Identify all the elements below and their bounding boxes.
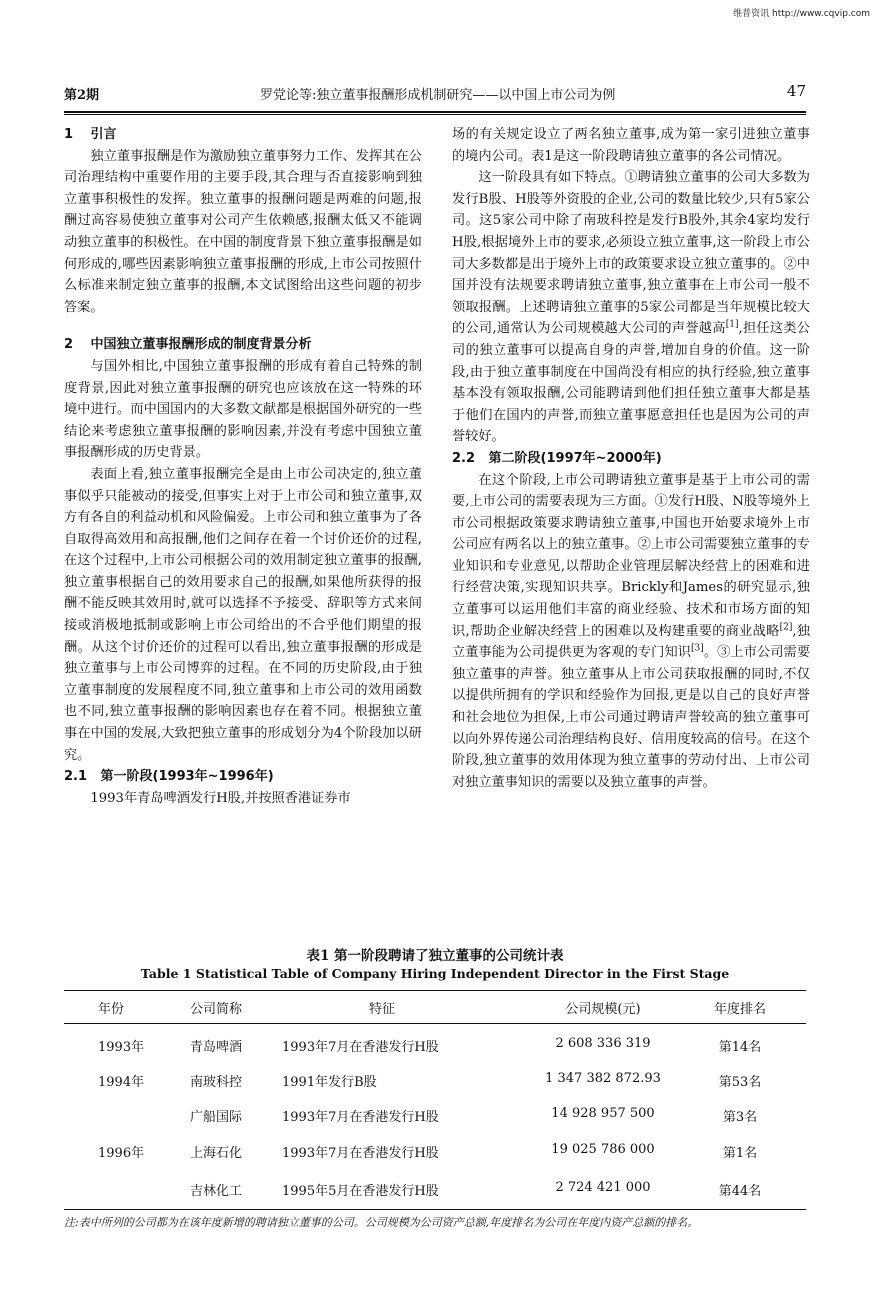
section-number: 1	[64, 127, 74, 142]
citation-ref: [3]	[691, 643, 704, 654]
section-2-2-heading	[452, 448, 810, 470]
right-column	[452, 124, 810, 793]
cell-rank: 第53名	[718, 1075, 762, 1090]
watermark: 维普资讯 http://www.cqvip.com	[733, 9, 870, 19]
cell-rank: 第44名	[718, 1184, 762, 1199]
paragraph: 场的有关规定设立了两名独立董事,成为第一家引进独立董事的境内公司。表1是这一阶段聘请独立董事的各公司情况。	[452, 127, 810, 164]
table-header-rank: 年度排名	[713, 1002, 766, 1017]
text-run: 在这个阶段,上市公司聘请独立董事是基于上市公司的需要,上市公司的需要表现为三方面。①发行H股、N股等境外上市公司根据政策要求聘请独立董事,中国也开始要求境外上市公司应有两名以上的独立董事。②上市公司需要独立董事的专业知识和专业意见,以帮助企业管理层解决经营上的困难和进行经营决策,实现知识共享。Brickly和James的研究显示,独立董事可以运用他们丰富的商业经验、技术和市场方面的知识,帮助企业解决经营上的困难以及构建重要的商业战略	[452, 472, 810, 639]
paragraph	[452, 167, 810, 448]
header-rule	[64, 111, 806, 115]
table-note: 注:表中所列的公司都为在该年度新增的聘请独立董事的公司。公司规模为公司资产总额,年度排名为公司在年度内资产总额的排名。	[64, 1216, 699, 1229]
cell-feature: 1993年7月在香港发行H股	[282, 1110, 439, 1125]
table-header-company: 公司简称	[190, 1002, 243, 1017]
cell-size: 2 608 336 319	[555, 1036, 651, 1051]
cell-size: 14 928 957 500	[551, 1106, 655, 1121]
paragraph	[452, 470, 810, 794]
cell-feature: 1995年5月在香港发行H股	[282, 1184, 439, 1199]
section-title: 第二阶段(1997年~2000年)	[488, 450, 662, 466]
table-header-rule	[64, 1023, 806, 1024]
text-run: ,担任这类公司的独立董事可以提高自身的声誉,增加自身的价值。这一阶段,由于独立董事制度在中国尚没有相应的执行经验,独立董事基本没有领取报酬,公司能聘请到他们担任独立董事大都是基于他们在国内的声誉,而独立董事愿意担任也是因为公司的声誉较好。	[452, 321, 810, 445]
table-caption-zh: 表1 第一阶段聘请了独立董事的公司统计表	[306, 948, 564, 964]
running-header	[64, 82, 806, 104]
paragraph: 表面上看,独立董事报酬完全是由上市公司决定的,独立董事似乎只能被动的接受,但事实上对于上市公司和独立董事,双方有各自的利益动机和风险偏爱。上市公司和独立董事为了各自取得高效用和高报酬,他们之间存在着一个讨价还价的过程,在这个过程中,上市公司根据公司的效用制定独立董事的报酬,独立董事根据自己的效用要求自己的报酬,如果他所获得的报酬不能反映其效用时,就可以选择不予接受、辞职等方式来间接或消极地抵制或影响上市公司给出的不合乎他们期望的报酬。从这个讨价还价的过程可以看出,独立董事报酬的形成是独立董事与上市公司博弈的过程。在不同的历史阶段,由于独立董事制度的发展程度不同,独立董事和上市公司的效用函数也不同,独立董事报酬的影响因素也存在着不同。根据独立董事在中国的发展,大致把独立董事的形成划分为4个阶段加以研究。	[64, 466, 422, 763]
section-number: 2	[64, 337, 74, 353]
table-header-size: 公司规模(元)	[565, 1002, 641, 1017]
table-bottom-rule	[64, 1209, 806, 1210]
cell-size: 1 347 382 872.93	[545, 1071, 661, 1086]
cell-year: 1996年	[98, 1146, 145, 1161]
cell-company: 青岛啤酒	[190, 1040, 243, 1055]
table-top-rule	[64, 990, 806, 991]
table-caption-en: Table 1 Statistical Table of Company Hiring Independent Director in the First Stage	[140, 966, 730, 981]
section-title: 第一阶段(1993年~1996年)	[100, 769, 274, 785]
section-2-1-heading	[64, 766, 422, 788]
cell-feature: 1991年发行B股	[282, 1075, 377, 1090]
cell-rank: 第14名	[718, 1040, 762, 1055]
table-header-year: 年份	[98, 1002, 125, 1017]
cell-year: 1993年	[98, 1040, 145, 1055]
cell-year: 1994年	[98, 1075, 145, 1090]
running-title: 罗党论等:独立董事报酬形成机制研究——以中国上市公司为例	[260, 88, 616, 103]
section-1-heading	[64, 124, 422, 146]
cell-feature: 1993年7月在香港发行H股	[282, 1146, 439, 1161]
table-header-feature: 特征	[368, 1002, 395, 1017]
citation-ref: [2]	[779, 622, 793, 633]
cell-company: 上海石化	[190, 1146, 243, 1161]
cell-company: 吉林化工	[190, 1184, 243, 1199]
cell-company: 南玻科控	[190, 1075, 243, 1090]
paragraph: 1993年青岛啤酒发行H股,并按照香港证券市	[90, 790, 351, 806]
cell-feature: 1993年7月在香港发行H股	[282, 1040, 439, 1055]
paragraph: 与国外相比,中国独立董事报酬的形成有着自己特殊的制度背景,因此对独立董事报酬的研究也应该放在这一特殊的环境中进行。而中国国内的大多数文献都是根据国外研究的一些结论来考虑独立董事报酬的影响因素,并没有考虑中国独立董事报酬形成的历史背景。	[64, 358, 422, 461]
section-2-heading	[64, 334, 422, 356]
cell-company: 广船国际	[190, 1110, 243, 1125]
left-column	[64, 124, 422, 809]
text-run: 这一阶段具有如下特点。①聘请独立董事的公司大多数为发行B股、H股等外资股的企业,公司的数量比较少,只有5家公司。这5家公司中除了南玻科控是发行B股外,其余4家均发行H股,根据境外上市的要求,必须设立独立董事,这一阶段上市公司大多数都是出于境外上市的政策要求设立独立董事的。②中国并没有法规要求聘请独立董事,独立董事在上市公司一般不领取报酬。上述聘请独立董事的5家公司都是当年规模比较大的公司,通常认为公司规模越大公司的声誉越高	[452, 170, 810, 337]
section-number: 2.1	[64, 769, 88, 785]
cell-rank: 第1名	[722, 1146, 758, 1161]
text-run: 。③上市公司需要独立董事的声誉。独立董事从上市公司获取报酬的同时,不仅以提供所拥有的学识和经验作为回报,更是以自己的良好声誉和社会地位为担保,上市公司通过聘请声誉较高的独立董事可以向外界传递公司治理结构良好、信用度较高的信号。在这个阶段,独立董事的效用体现为独立董事的劳动付出、上市公司对独立董事知识的需要以及独立董事的声誉。	[452, 645, 811, 790]
page-number: 47	[786, 82, 806, 100]
cell-size: 19 025 786 000	[551, 1142, 655, 1157]
cell-size: 2 724 421 000	[555, 1180, 651, 1195]
issue-number: 第2期	[64, 88, 100, 103]
section-title: 中国独立董事报酬形成的制度背景分析	[90, 337, 312, 353]
cell-rank: 第3名	[722, 1110, 758, 1125]
paragraph: 独立董事报酬是作为激励独立董事努力工作、发挥其在公司治理结构中重要作用的主要手段,其合理与否直接影响到独立董事积极性的发挥。独立董事的报酬问题是两难的问题,报酬过高容易使独立董事对公司产生依赖感,报酬太低又不能调动独立董事的积极性。在中国的制度背景下独立董事报酬是如何形成的,哪些因素影响独立董事报酬的形成,上市公司按照什么标准来制定独立董事的报酬,本文试图给出这些问题的初步答案。	[64, 148, 422, 315]
text-run: ,独立董事能为公司提供更为客观的专门知识	[452, 623, 810, 661]
citation-ref: [1]	[725, 319, 739, 330]
section-title: 引言	[90, 127, 117, 142]
section-number: 2.2	[452, 450, 476, 466]
